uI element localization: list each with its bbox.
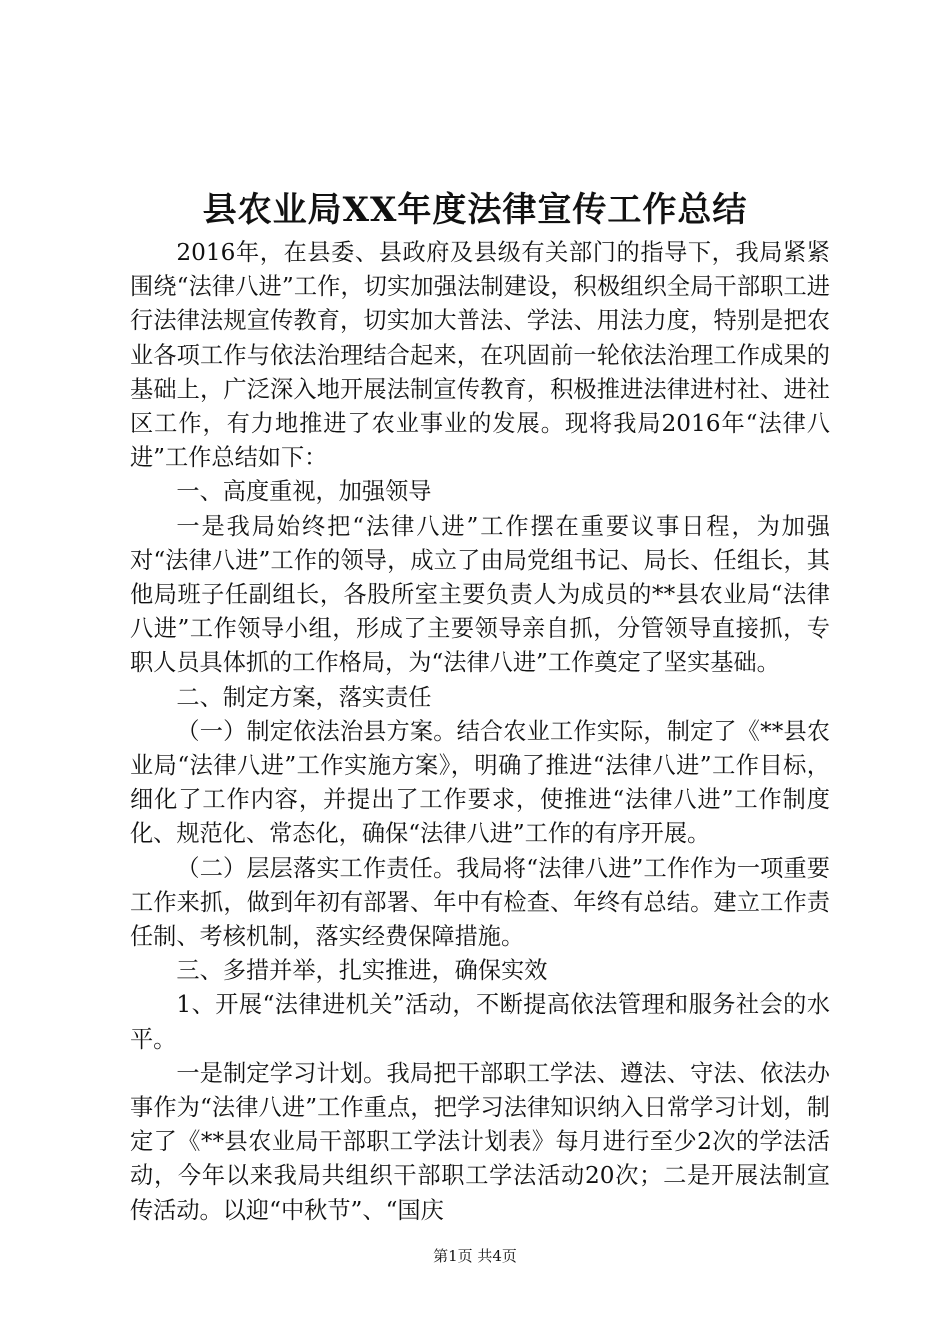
paragraph-intro: 2016年，在县委、县政府及县级有关部门的指导下，我局紧紧围绕“法律八进”工作，切实加强法制建设，积极组织全局干部职工进行法律法规宣传教育，切实加大普法、学法、用法力度，特别是把农业各项工作与依法治理结合起来，在巩固前一轮依法治理工作成果的基础上，广泛深入地开展法制宣传教育，积极推进法律进村社、进社区工作，有力地推进了农业事业的发展。现将我局2016年“法律八进”工作总结如下： <box>130 239 830 472</box>
heading-section-2: 二、制定方案，落实责任 <box>176 683 432 711</box>
paragraph-plan: （一）制定依法治县方案。结合农业工作实际，制定了《**县农业局“法律八进”工作实施方案》，明确了推进“法律八进”工作目标，细化了工作内容，并提出了工作要求，使推进“法律八进”工作制度化、规范化、常态化，确保“法律八进”工作的有序开展。 <box>130 717 830 848</box>
page-number-footer: 第1页 共4页 <box>433 1247 517 1265</box>
document-title: 县农业局XX年度法律宣传工作总结 <box>202 190 748 230</box>
paragraph-study-plan: 一是制定学习计划。我局把干部职工学法、遵法、守法、依法办事作为“法律八进”工作重点，把学习法律知识纳入日常学习计划，制定了《**县农业局干部职工学法计划表》每月进行至少2次的学法活动，今年以来我局共组织干部职工学法活动20次；二是开展法制宣传活动。以迎“中秋节”、“国庆 <box>130 1059 830 1224</box>
paragraph-responsibility: （二）层层落实工作责任。我局将“法律八进”工作作为一项重要工作来抓，做到年初有部署、年中有检查、年终有总结。建立工作责任制、考核机制，落实经费保障措施。 <box>130 854 830 951</box>
paragraph-leadership: 一是我局始终把“法律八进”工作摆在重要议事日程，为加强对“法律八进”工作的领导，成立了由局党组书记、局长、任组长，其他局班子任副组长，各股所室主要负责人为成员的**县农业局“法律八进”工作领导小组，形成了主要领导亲自抓，分管领导直接抓，专职人员具体抓的工作格局，为“法律八进”工作奠定了坚实基础。 <box>130 512 830 677</box>
heading-section-1: 一、高度重视，加强领导 <box>176 478 432 506</box>
document-body <box>130 236 830 1228</box>
subheading-law-into-agencies: 1、开展“法律进机关”活动，不断提高依法管理和服务社会的水平。 <box>130 991 830 1053</box>
heading-section-3: 三、多措并举，扎实推进，确保实效 <box>176 957 548 985</box>
